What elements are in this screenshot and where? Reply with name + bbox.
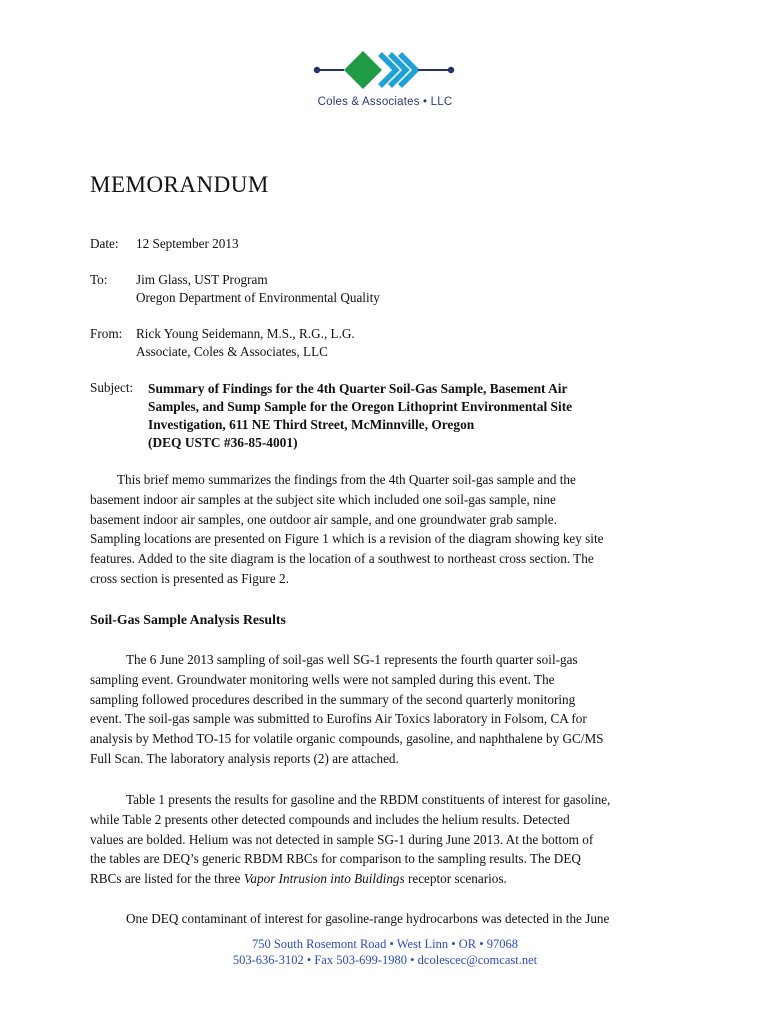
memo-title: MEMORANDUM: [90, 172, 269, 197]
tables-paragraph: [90, 790, 682, 889]
text-line: Full Scan. The laboratory analysis reports (2) are attached.: [90, 750, 399, 766]
text-line: while Table 2 presents other detected compounds and includes the helium results. Detected: [90, 811, 570, 827]
text-line: sampling event. Groundwater monitoring wells were not sampled during this event. The: [90, 671, 555, 687]
text-line: values are bolded. Helium was not detected in sample SG-1 during June 2013. At the bottom of: [90, 831, 594, 847]
from-title: Associate, Coles & Associates, LLC: [136, 344, 328, 359]
text-line: Table 1 presents the results for gasoline and the RBDM constituents of interest for gasoline,: [126, 792, 611, 807]
text-line: sampling followed procedures described in the summary of the second quarterly monitoring: [90, 691, 576, 707]
subject-line: Samples, and Sump Sample for the Oregon Lithoprint Environmental Site: [148, 399, 573, 414]
text-run: RBCs are listed for the three: [90, 871, 244, 887]
text-line: One DEQ contaminant of interest for gasoline-range hydrocarbons was detected in the June: [126, 911, 610, 926]
text-run: receptor scenarios.: [404, 871, 507, 887]
date-value: 12 September 2013: [136, 236, 239, 251]
text-line: event. The soil-gas sample was submitted to Eurofins Air Toxics laboratory in Folsom, CA for: [90, 711, 587, 727]
subject-line: Investigation, 611 NE Third Street, McMinnville, Oregon: [148, 417, 475, 432]
text-line: the tables are DEQ’s generic RBDM RBCs for comparison to the sampling results. The DEQ: [90, 851, 581, 867]
text-line: Sampling locations are presented on Figure 1 which is a revision of the diagram showing key site: [90, 531, 604, 547]
text-line: The 6 June 2013 sampling of soil-gas well SG-1 represents the fourth quarter soil-gas: [126, 652, 578, 667]
subject-label: Subject:: [90, 380, 134, 395]
text-line: basement indoor air samples, one outdoor air sample, and one groundwater grab sample.: [90, 511, 557, 527]
text-line: basement indoor air samples at the subject site which included one soil-gas sample, nine: [90, 491, 556, 507]
subject-text: [148, 380, 668, 452]
footer-address: 750 South Rosemont Road • West Linn • OR • 97068: [251, 937, 519, 951]
date-label: Date:: [90, 236, 119, 251]
section-heading: Soil-Gas Sample Analysis Results: [90, 612, 286, 627]
from-label: From:: [90, 326, 123, 341]
subject-line: (DEQ USTC #36-85-4001): [148, 435, 298, 450]
to-label: To:: [90, 272, 108, 287]
from-name: Rick Young Seidemann, M.S., R.G., L.G.: [136, 326, 355, 341]
text-line: features. Added to the site diagram is the location of a southwest to northeast cross section. The: [90, 551, 594, 567]
footer-contact: 503-636-3102 • Fax 503-699-1980 • dcolescec@comcast.net: [232, 953, 538, 967]
intro-paragraph: [90, 470, 682, 589]
company-name: Coles & Associates • LLC: [317, 96, 453, 108]
subject-line: Summary of Findings for the 4th Quarter Soil-Gas Sample, Basement Air: [148, 381, 568, 396]
to-organization: Oregon Department of Environmental Quality: [136, 290, 380, 305]
contaminant-paragraph: [90, 909, 682, 929]
italic-title: Vapor Intrusion into Buildings: [243, 871, 405, 887]
text-line: This brief memo summarizes the findings from the 4th Quarter soil-gas sample and the: [117, 472, 576, 487]
text-line: analysis by Method TO-15 for volatile organic compounds, gasoline, and naphthalene by GC/MS: [90, 731, 604, 747]
text-line: cross section is presented as Figure 2.: [90, 570, 289, 586]
soil-gas-paragraph: [90, 650, 682, 769]
to-name: Jim Glass, UST Program: [136, 272, 268, 287]
text-line: [90, 869, 682, 889]
